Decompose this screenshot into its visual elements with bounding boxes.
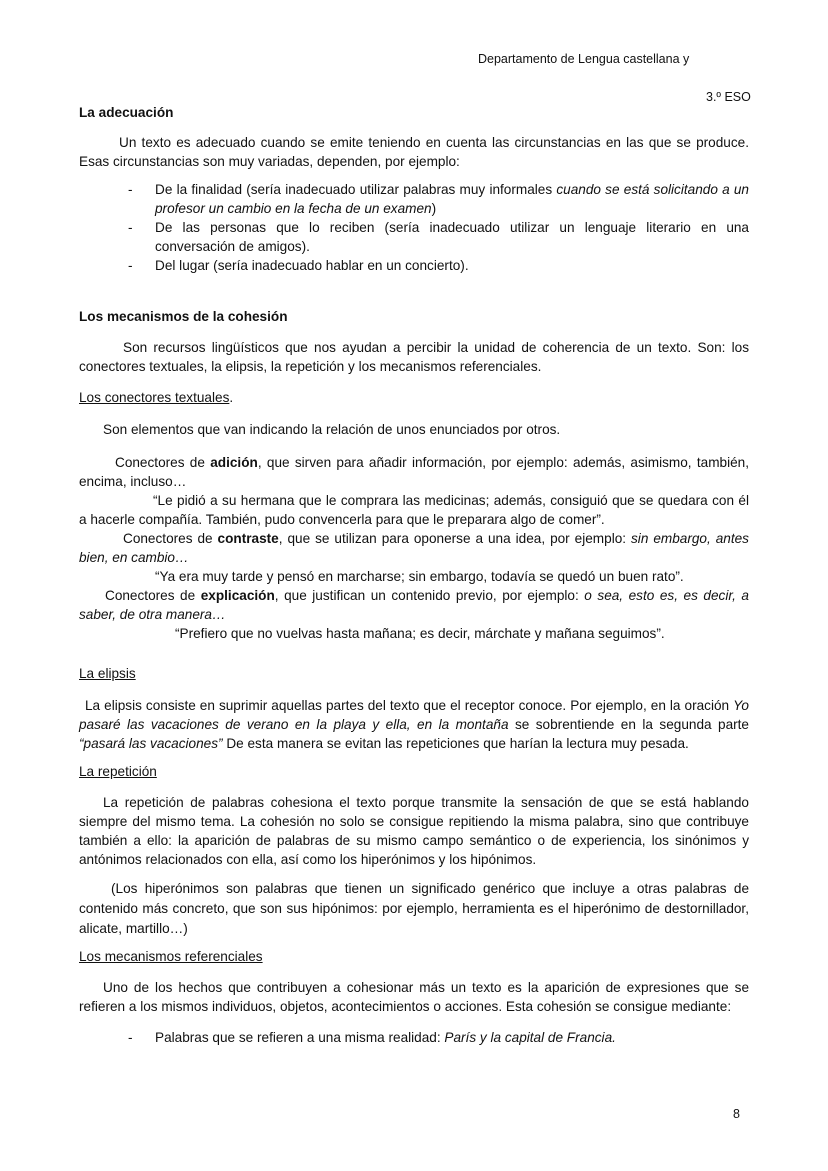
referenciales-p1: Uno de los hechos que contribuyen a cohesionar más un texto es la aparición de expresiones que se refieren a los mismos individuos, objetos, acontecimientos o acciones. Esta cohesión se consigue mediante: bbox=[79, 980, 749, 1014]
section-title-adecuacion: La adecuación bbox=[79, 105, 174, 120]
header-grade: 3.º ESO bbox=[706, 90, 751, 104]
adecuacion-list bbox=[79, 180, 749, 275]
section-title-cohesion: Los mecanismos de la cohesión bbox=[79, 309, 288, 324]
conectores-explicacion: Conectores de explicación, que justifican un contenido previo, por ejemplo: o sea, esto es, es decir, a saber, de otra manera… bbox=[79, 588, 749, 622]
referenciales-list bbox=[79, 1028, 749, 1047]
subsection-title-referenciales: Los mecanismos referenciales bbox=[79, 949, 263, 964]
explicacion-example: “Prefiero que no vuelvas hasta mañana; es decir, márchate y mañana seguimos”. bbox=[175, 626, 665, 641]
cohesion-intro: Son recursos lingüísticos que nos ayudan a percibir la unidad de coherencia de un texto. Son: los conectores textuales, la elipsis, la repetición y los mecanismos referenciales. bbox=[79, 340, 749, 374]
adecuacion-intro: Un texto es adecuado cuando se emite teniendo en cuenta las circunstancias en las que se produce. Esas circunstancias son muy variadas, dependen, por ejemplo: bbox=[79, 135, 749, 169]
contraste-example: “Ya era muy tarde y pensó en marcharse; sin embargo, todavía se quedó un buen rato”. bbox=[155, 569, 684, 584]
adicion-example: “Le pidió a su hermana que le comprara las medicinas; además, consiguió que se quedara con él a hacerle compañía. También, pudo convencerla para que le preparara algo de comer”. bbox=[79, 493, 749, 527]
repeticion-p2: (Los hiperónimos son palabras que tienen un significado genérico que incluye a otras palabras de contenido más concreto, que son sus hipónimos: por ejemplo, herramienta es el hiperónimo de destornillador, alicate, martillo…) bbox=[79, 881, 749, 936]
document-body bbox=[79, 103, 749, 1047]
header-department: Departamento de Lengua castellana y bbox=[478, 52, 690, 66]
conectores-contraste: Conectores de contraste, que se utilizan para oponerse a una idea, por ejemplo: sin embargo, antes bien, en cambio… bbox=[79, 531, 749, 565]
list-item: - Del lugar (sería inadecuado hablar en un concierto). bbox=[79, 256, 749, 275]
list-item: - De la finalidad (sería inadecuado utilizar palabras muy informales cuando se está solicitando a un profesor un cambio en la fecha de un examen) bbox=[79, 180, 749, 218]
list-item: - Palabras que se refieren a una misma realidad: París y la capital de Francia. bbox=[79, 1028, 749, 1047]
page-number: 8 bbox=[733, 1107, 740, 1121]
conectores-adicion: Conectores de adición, que sirven para añadir información, por ejemplo: además, asimismo, también, encima, incluso… bbox=[79, 455, 749, 489]
subsection-title-elipsis: La elipsis bbox=[79, 666, 136, 681]
elipsis-text: La elipsis consiste en suprimir aquellas partes del texto que el receptor conoce. Por ejemplo, en la oración Yo pasaré las vacaciones de verano en la playa y ella, en la montaña se sobrentiende en la segunda parte “pasará las vacaciones” De esta manera se evitan las repeticiones que harían la lectura muy pesada. bbox=[79, 698, 749, 751]
conectores-intro: Son elementos que van indicando la relación de unos enunciados por otros. bbox=[103, 422, 561, 437]
subsection-title-repeticion: La repetición bbox=[79, 764, 157, 779]
subsection-title-conectores: Los conectores textuales. bbox=[79, 390, 234, 405]
list-item: - De las personas que lo reciben (sería inadecuado utilizar un lenguaje literario en una conversación de amigos). bbox=[79, 218, 749, 256]
repeticion-p1: La repetición de palabras cohesiona el texto porque transmite la sensación de que se está hablando siempre del mismo tema. La cohesión no solo se consigue repitiendo la misma palabra, sino que contribuye también a ello: la aparición de palabras de su mismo campo semántico o de experiencia, los sinónimos y antónimos relacionados con ella, así como los hiperónimos y los hipónimos. bbox=[79, 795, 749, 867]
